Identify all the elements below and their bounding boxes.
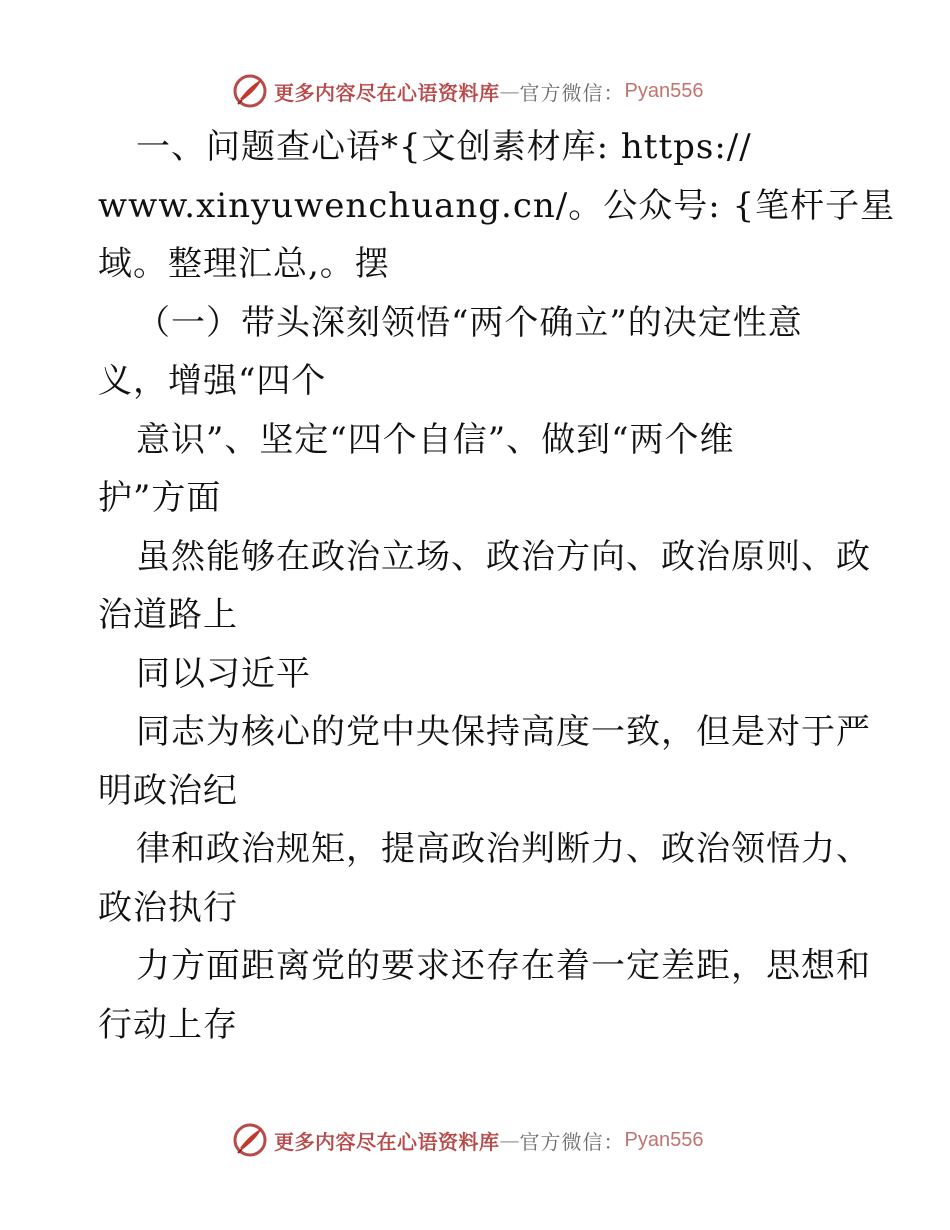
body-line: www.xinyuwenchuang.cn/。公众号: {笔杆子星 (98, 185, 896, 226)
footer-banner (232, 1120, 703, 1160)
banner-wechat-id: Pyan556 (624, 79, 704, 102)
section-heading-line: 义，增强“四个 (98, 361, 327, 401)
banner-dash: — (499, 79, 520, 103)
section-heading-line: （一）带头深刻领悟“两个确立”的决定性意 (136, 302, 803, 343)
body-line: 同以习近平 (136, 653, 311, 694)
body-line: 虽然能够在政治立场、政治方向、政治原则、政 (136, 536, 871, 577)
quill-pen-logo-icon (232, 73, 268, 109)
body-line: 治道路上 (98, 595, 238, 635)
body-line: 同志为核心的党中央保持高度一致，但是对于严 (136, 712, 871, 752)
body-line: 行动上存 (98, 1004, 238, 1045)
section-heading-line: 护”方面 (98, 478, 222, 518)
header-banner (232, 71, 703, 111)
document-body (98, 118, 896, 1054)
body-line: 律和政治规矩，提高政治判断力、政治领悟力、 (136, 829, 871, 869)
body-line: 域。整理汇总,。摆 (98, 244, 390, 284)
banner-wechat-label: 官方微信： (519, 80, 625, 105)
banner-main-text: 更多内容尽在心语资料库 (274, 80, 500, 105)
banner-wechat-id: Pyan556 (624, 1128, 704, 1151)
body-line: 明政治纪 (98, 770, 238, 811)
body-line: 力方面距离党的要求还存在着一定差距，思想和 (136, 946, 871, 986)
banner-main-text: 更多内容尽在心语资料库 (274, 1129, 500, 1154)
body-line: 一、问题查心语*{文创素材库: https:// (136, 127, 752, 167)
banner-wechat-label: 官方微信： (519, 1129, 625, 1154)
body-line: 政治执行 (98, 887, 238, 928)
banner-dash: — (499, 1128, 520, 1152)
section-heading-line: 意识”、坚定“四个自信”、做到“两个维 (136, 419, 735, 460)
quill-pen-logo-icon (232, 1122, 268, 1158)
